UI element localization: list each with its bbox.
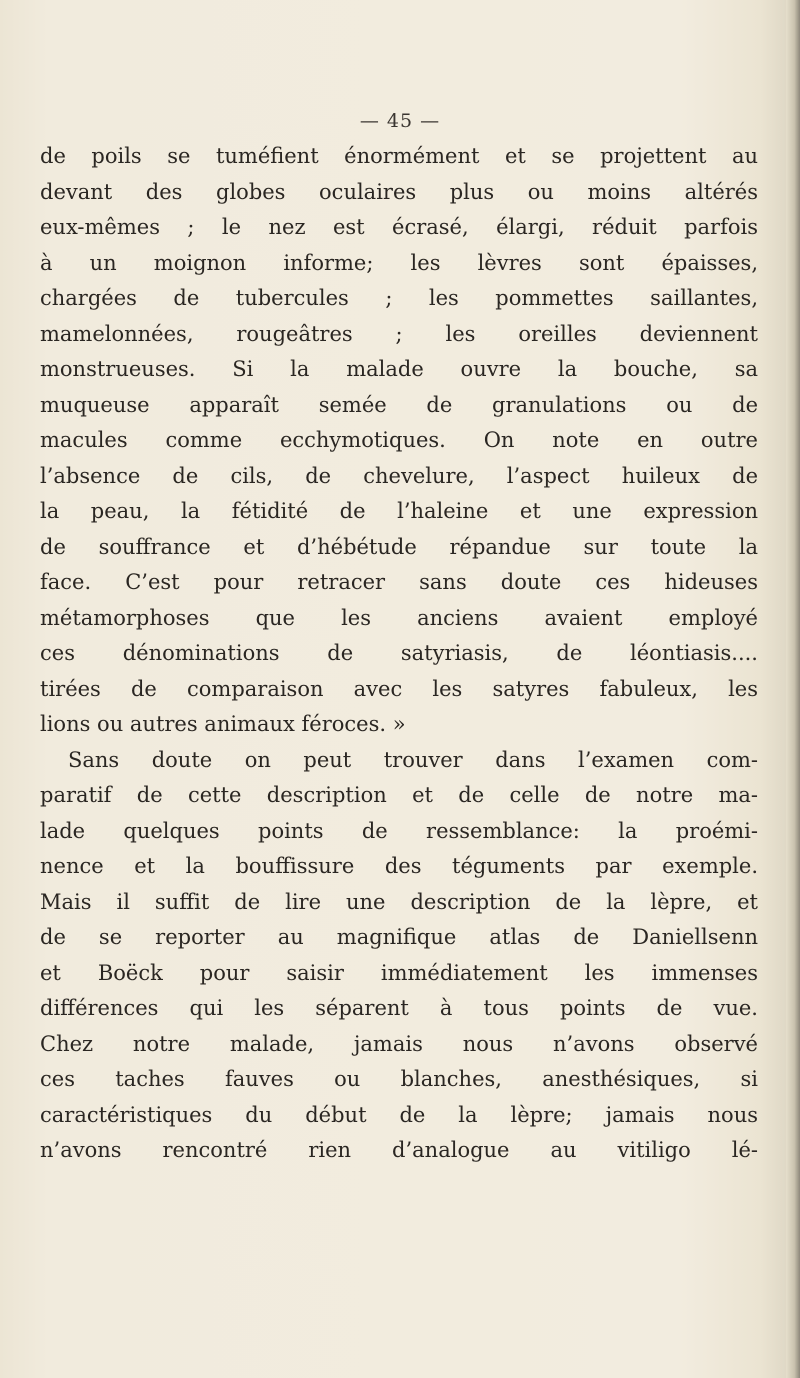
- text-line: Chez notre malade, jamais nous n’avons observé: [40, 1031, 758, 1056]
- text-line: n’avons rencontré rien d’analogue au vitiligo lé-: [40, 1138, 758, 1162]
- text-line: macules comme ecchymotiques. On note en outre: [40, 428, 758, 452]
- text-line: muqueuse apparaît semée de granulations ou de: [40, 392, 758, 417]
- text-line: paratif de cette description et de celle de notre ma-: [40, 783, 758, 807]
- text-line: et Boëck pour saisir immédiatement les immenses: [40, 960, 758, 985]
- paragraph-start-line: Sans doute on peut trouver dans l’examen com-: [68, 747, 758, 772]
- text-line: face. C’est pour retracer sans doute ces hideuses: [40, 570, 758, 594]
- text-line: tirées de comparaison avec les satyres fabuleux, les: [40, 676, 758, 701]
- text-line: de souffrance et d’hébétude répandue sur toute la: [40, 534, 758, 559]
- text-line: lions ou autres animaux féroces. »: [40, 712, 406, 736]
- text-line: devant des globes oculaires plus ou moins altérés: [40, 179, 758, 204]
- text-line: lade quelques points de ressemblance: la proémi-: [40, 818, 758, 843]
- text-line: à un moignon informe; les lèvres sont épaisses,: [40, 250, 758, 275]
- text-line: Mais il suffit de lire une description de la lèpre, et: [40, 889, 758, 914]
- text-line: caractéristiques du début de la lèpre; jamais nous: [40, 1102, 758, 1127]
- page-number: — 45 —: [359, 110, 441, 132]
- text-line: nence et la bouffissure des téguments par exemple.: [40, 854, 758, 878]
- text-line: de se reporter au magnifique atlas de Daniellsenn: [40, 925, 758, 949]
- text-line: mamelonnées, rougeâtres ; les oreilles deviennent: [40, 321, 758, 346]
- text-line: ces dénominations de satyriasis, de léontiasis....: [40, 641, 758, 665]
- text-line: l’absence de cils, de chevelure, l’aspect huileux de: [40, 463, 758, 488]
- body-text: [40, 139, 758, 1169]
- page-edge-shadow: [786, 0, 800, 1378]
- text-line: la peau, la fétidité de l’haleine et une expression: [40, 499, 758, 523]
- text-line: ces taches fauves ou blanches, anesthésiques, si: [40, 1067, 758, 1091]
- text-line: de poils se tuméfient énormément et se projettent au: [40, 144, 758, 168]
- text-line: monstrueuses. Si la malade ouvre la bouche, sa: [40, 357, 758, 381]
- text-line: chargées de tubercules ; les pommettes saillantes,: [40, 286, 758, 310]
- text-line: différences qui les séparent à tous points de vue.: [40, 996, 758, 1020]
- text-line: eux-mêmes ; le nez est écrasé, élargi, réduit parfois: [40, 215, 758, 239]
- text-line: métamorphoses que les anciens avaient employé: [40, 605, 758, 630]
